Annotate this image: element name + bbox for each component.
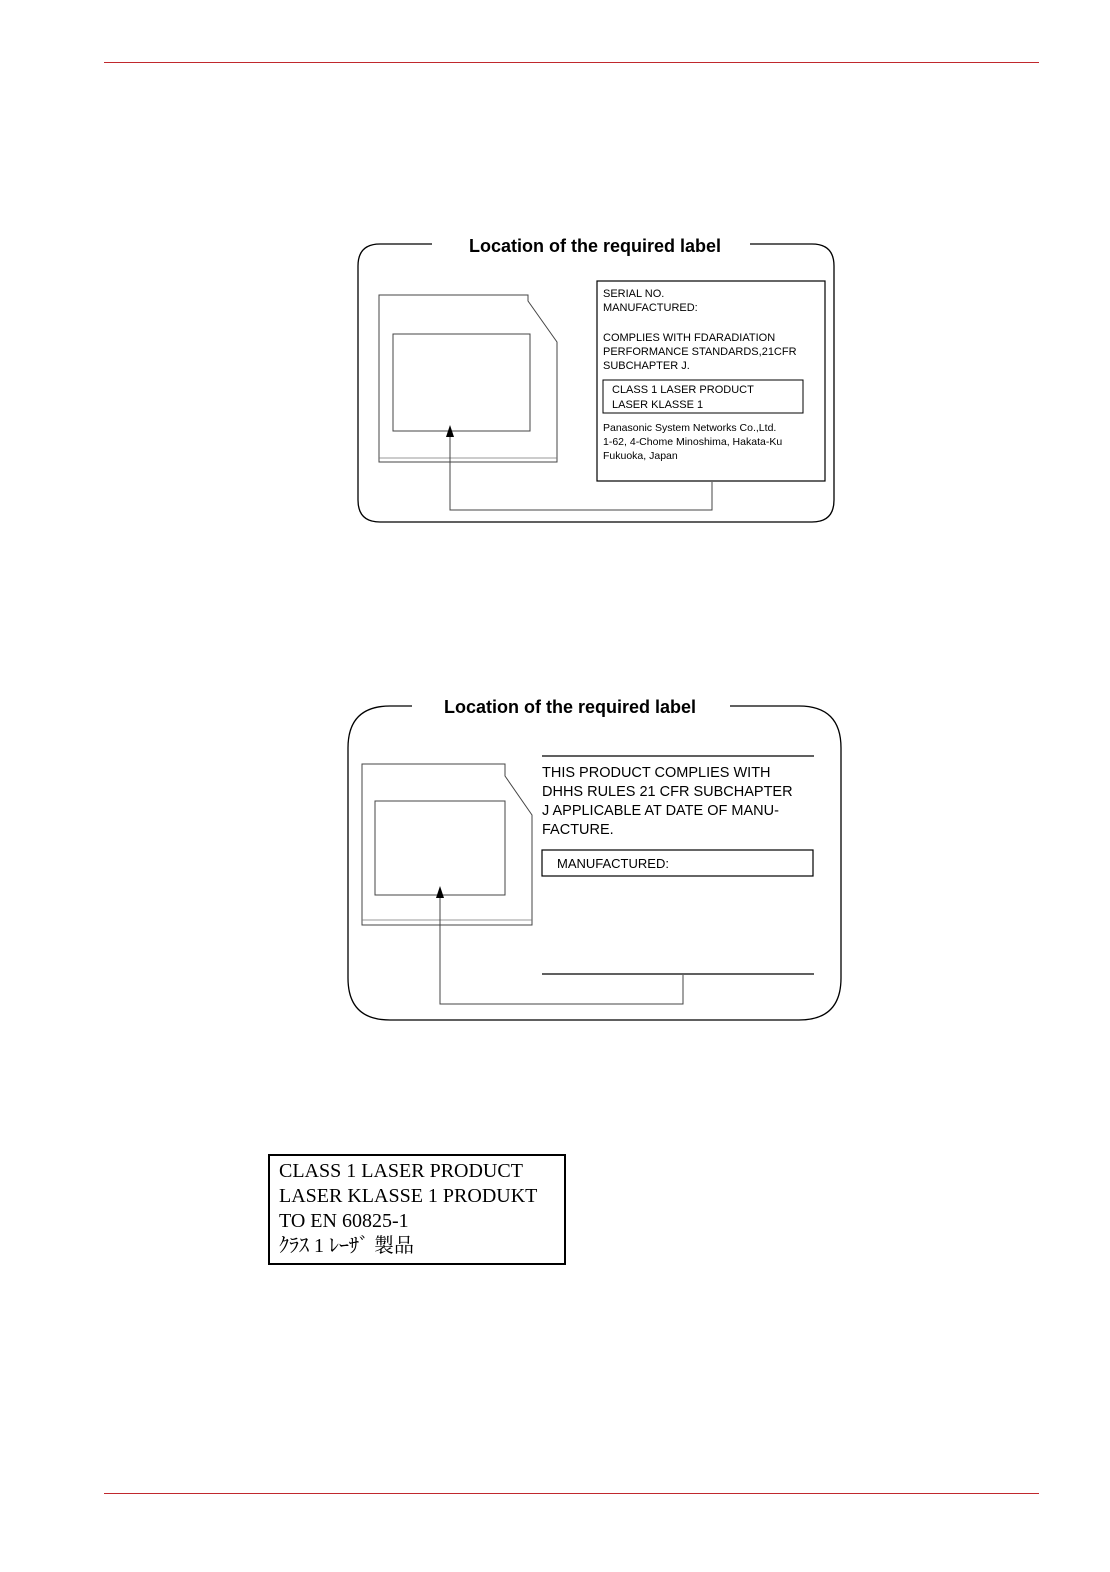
compliance-text: THIS PRODUCT COMPLIES WITH DHHS RULES 21 CFR SUBCHAPTER J APPLICABLE AT DATE OF MANU- FACTURE.	[542, 765, 793, 838]
class-label-line-4: ｸﾗｽ 1 ﾚｰｻﾞ 製品	[279, 1235, 414, 1257]
class-label-line-1: CLASS 1 LASER PRODUCT	[279, 1160, 523, 1182]
drive-label-area	[393, 334, 530, 431]
diagram-title: Location of the required label	[468, 236, 722, 256]
manufactured-label: MANUFACTURED:	[557, 856, 669, 871]
class-label-line-2: LASER KLASSE 1 PRODUKT	[279, 1185, 538, 1207]
label-location-diagram-2	[335, 688, 855, 1033]
label-location-diagram-1	[340, 225, 850, 535]
label-text: SERIAL NO. MANUFACTURED: COMPLIES WITH FDARADIATION PERFORMANCE STANDARDS,21CFR SUBCHAPTER J.	[603, 288, 797, 372]
manufacturer-text: Panasonic System Networks Co.,Ltd. 1-62, 4-Chome Minoshima, Hakata-Ku Fukuoka, Japan	[603, 422, 783, 462]
drive-label-area	[375, 801, 505, 895]
laser-class-text: CLASS 1 LASER PRODUCT LASER KLASSE 1	[612, 384, 754, 411]
drive-outline	[362, 764, 532, 925]
arrow-head-icon	[436, 886, 444, 898]
leader-line	[440, 896, 683, 1004]
diagram-title: Location of the required label	[443, 697, 697, 717]
footer-rule	[104, 1493, 1039, 1494]
diagram-frame	[358, 244, 834, 522]
class-label-line-3: TO EN 60825-1	[279, 1210, 409, 1232]
header-rule	[104, 62, 1039, 63]
class-1-laser-label	[268, 1154, 566, 1265]
